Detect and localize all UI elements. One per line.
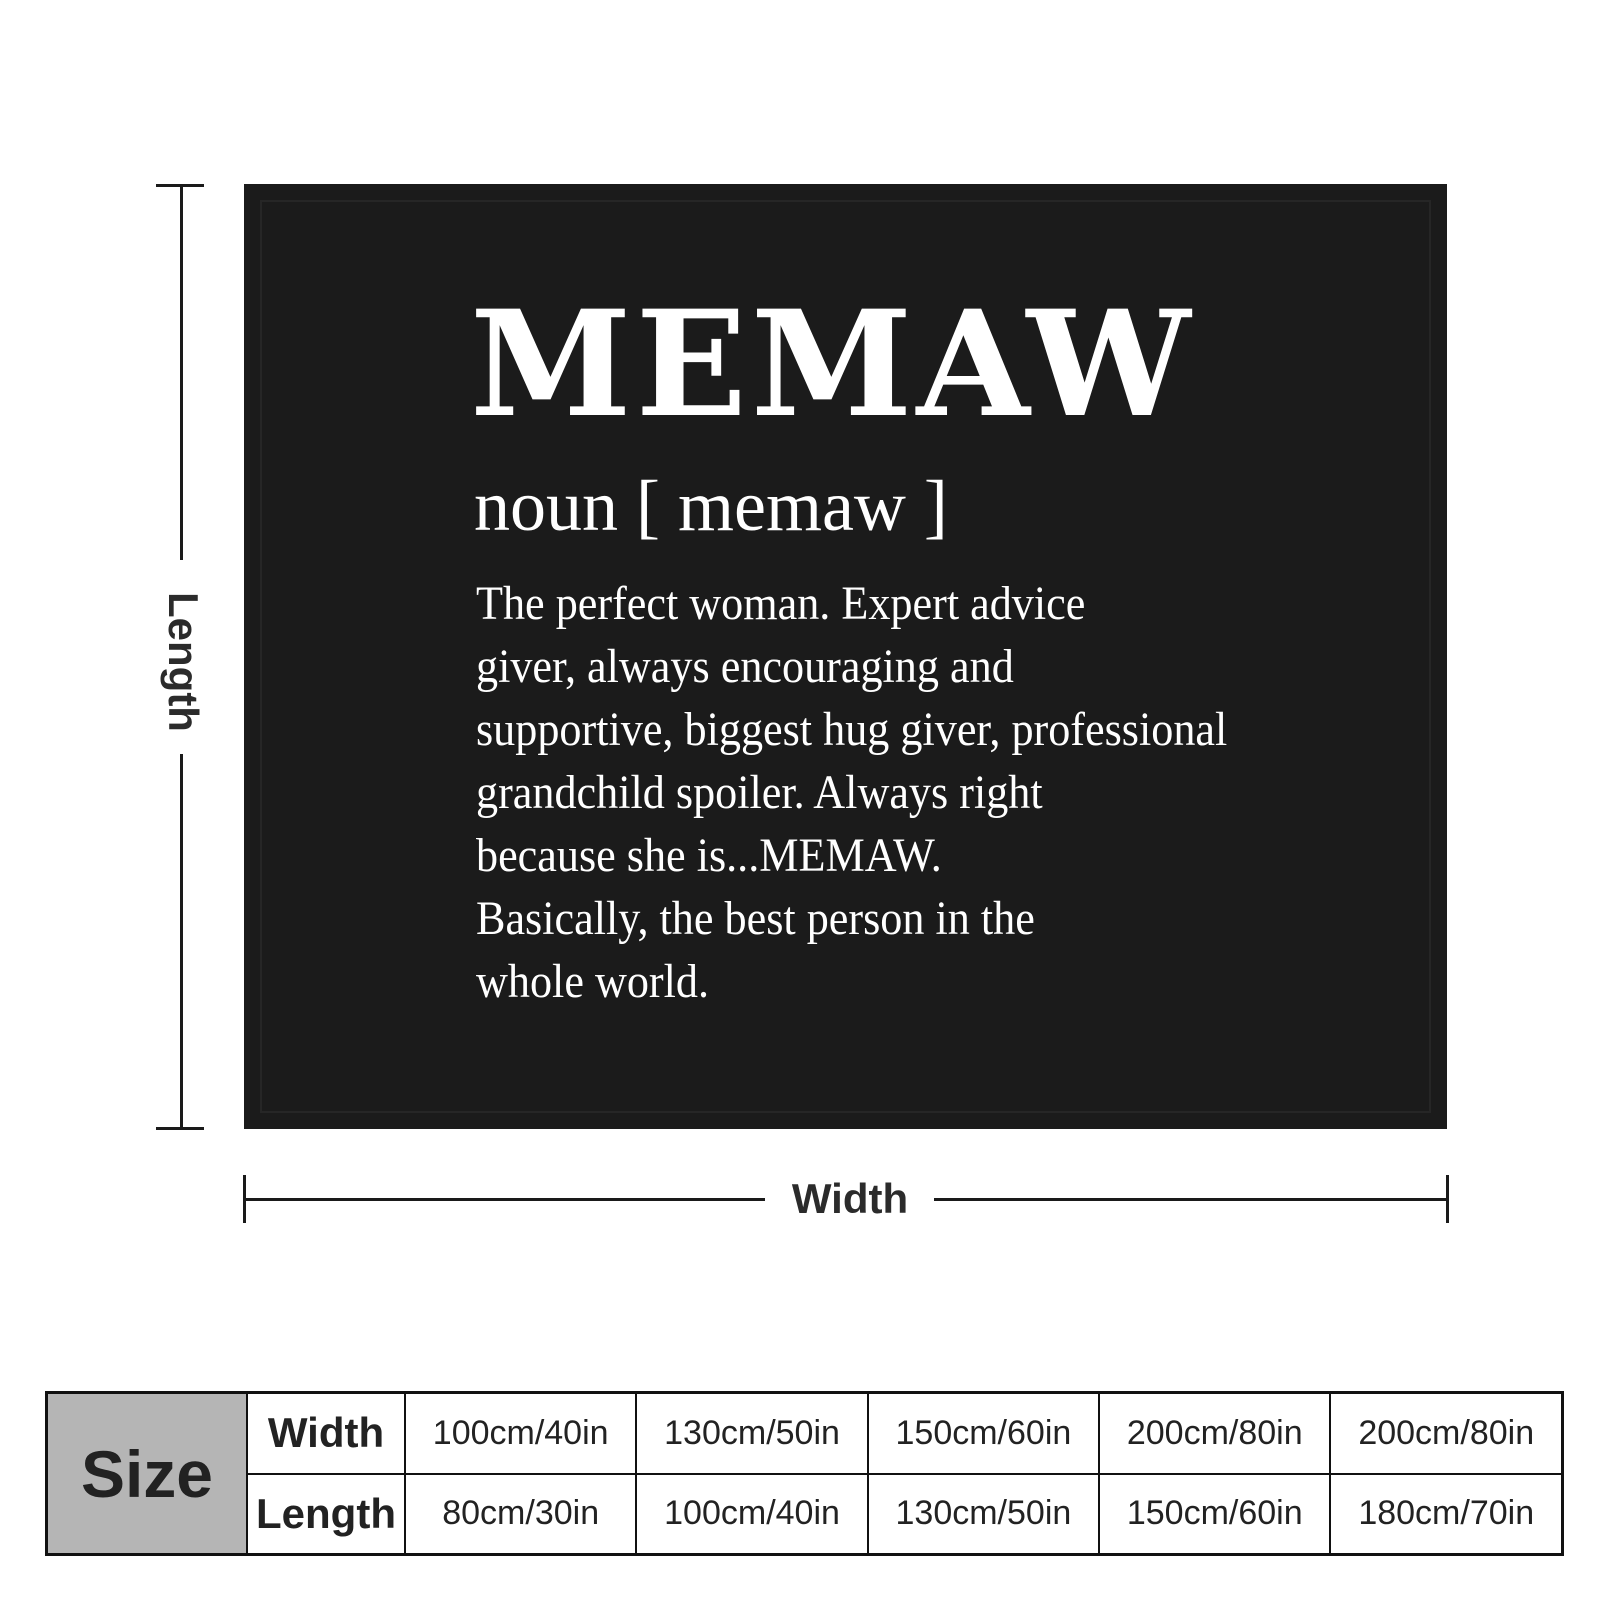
table-row (47, 1393, 1563, 1474)
definition-line: giver, always encouraging and (476, 640, 1014, 693)
table-cell: 200cm/80in (1099, 1393, 1330, 1474)
definition-line: grandchild spoiler. Always right (476, 766, 1043, 819)
length-line-upper (180, 184, 183, 560)
definition-line: supportive, biggest hug giver, professional (476, 703, 1228, 756)
table-row (47, 1474, 1563, 1555)
size-table (45, 1391, 1564, 1556)
part-of-speech: noun [ memaw ] (474, 466, 948, 546)
table-cell: 80cm/30in (405, 1474, 636, 1555)
size-header: Size (47, 1393, 248, 1555)
table-cell: 180cm/70in (1330, 1474, 1562, 1555)
length-label: Length (160, 592, 207, 732)
definition-line: because she is...MEMAW. (476, 829, 942, 882)
definition-line: The perfect woman. Expert advice (476, 577, 1086, 630)
table-cell: 150cm/60in (868, 1393, 1099, 1474)
length-line-lower (180, 754, 183, 1129)
blanket-title: MEMAW (470, 279, 1195, 450)
definition-line: Basically, the best person in the (476, 892, 1035, 945)
width-label: Width (785, 1175, 915, 1223)
table-cell: 130cm/50in (636, 1393, 867, 1474)
width-line-right (934, 1198, 1448, 1201)
length-row-header: Length (247, 1474, 405, 1555)
definition-text (476, 572, 1236, 1013)
width-right-cap (1446, 1175, 1449, 1223)
table-cell: 100cm/40in (405, 1393, 636, 1474)
table-cell: 200cm/80in (1330, 1393, 1562, 1474)
table-cell: 100cm/40in (636, 1474, 867, 1555)
table-cell: 130cm/50in (868, 1474, 1099, 1555)
width-line-left (243, 1198, 765, 1201)
length-bottom-cap (156, 1127, 204, 1130)
table-cell: 150cm/60in (1099, 1474, 1330, 1555)
definition-line: whole world. (476, 955, 710, 1008)
width-row-header: Width (247, 1393, 405, 1474)
